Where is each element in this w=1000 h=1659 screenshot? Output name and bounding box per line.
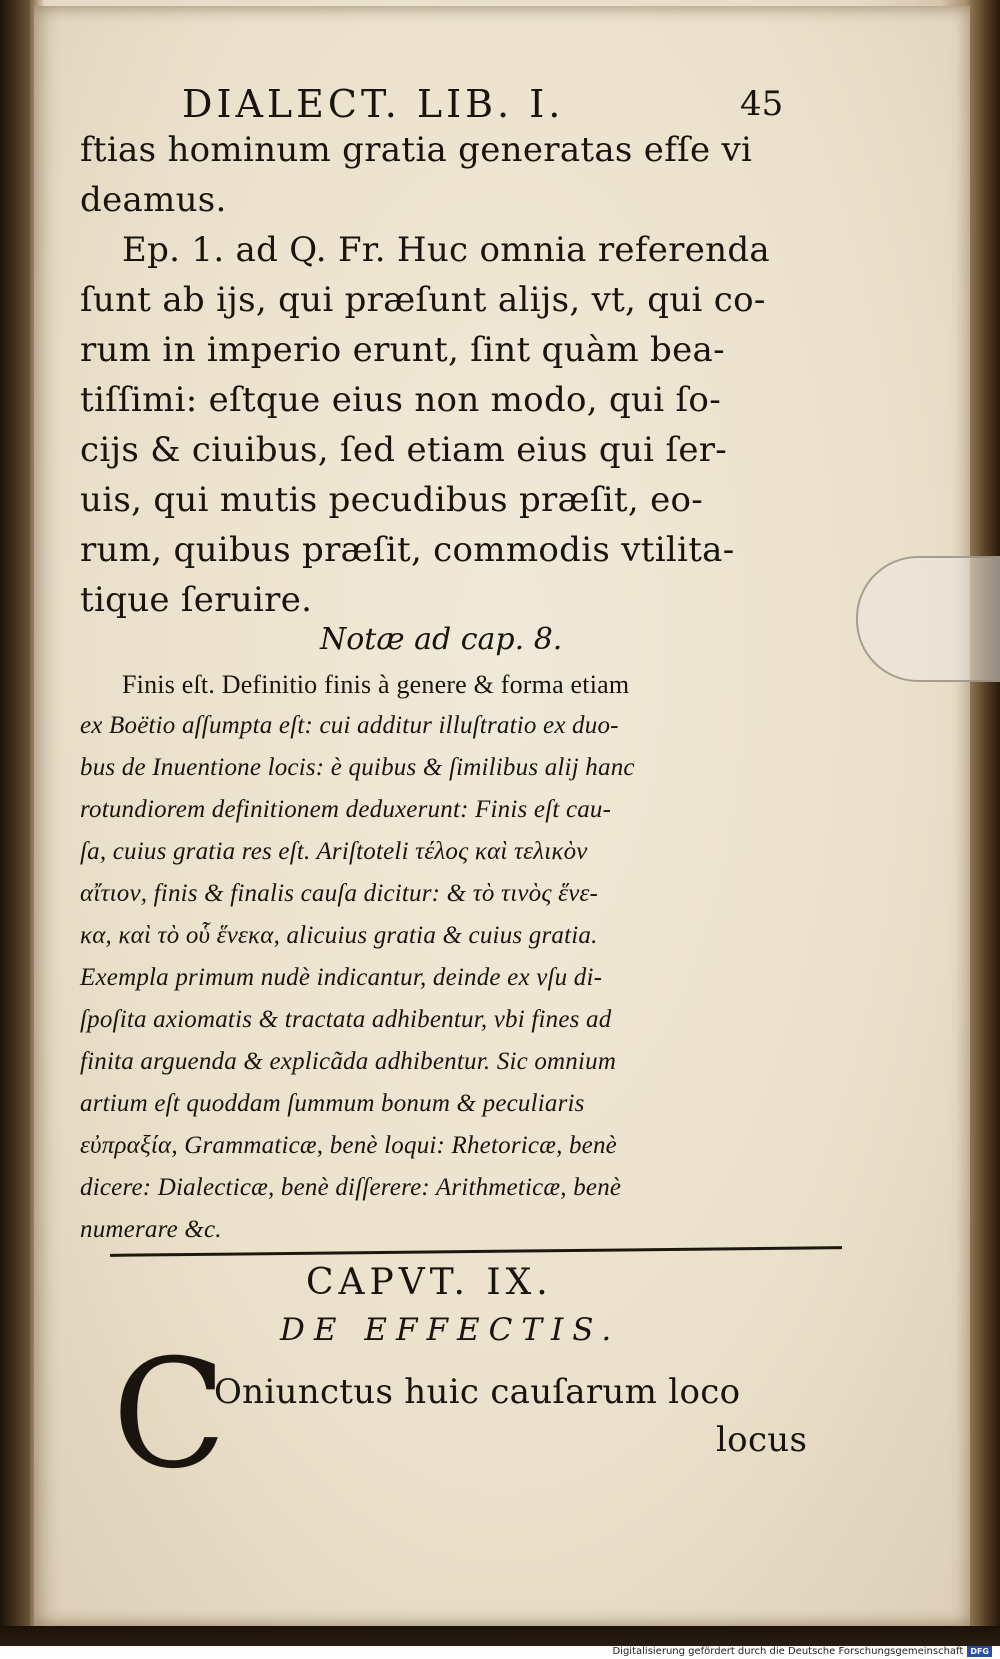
page-number: 45 <box>740 84 784 124</box>
book-spine-edge <box>0 0 30 1659</box>
chapter-subtitle: DE EFFECTIS. <box>280 1312 621 1348</box>
footer-credit <box>612 1646 992 1657</box>
paper-clip <box>856 556 1000 682</box>
dfg-logo-icon: DFG <box>967 1646 992 1657</box>
body-line: Oniunctus huic cauſarum loco <box>214 1372 741 1412</box>
notes-heading: Notæ ad cap. 8. <box>320 622 563 657</box>
body-line: ftias hominum gratia generatas efſe vi <box>80 130 753 170</box>
note-line: Exempla primum nudè indicantur, deinde ex vſu di- <box>80 964 603 991</box>
note-line: ex Boëtio aſſumpta eſt: cui additur illuſtratio ex duo- <box>80 712 619 739</box>
note-line: finita arguenda & explicãda adhibentur. Sic omnium <box>80 1048 617 1075</box>
note-line: κα, καὶ τὸ οὗ ἕνεκα, alicuius gratia & cuius gratia. <box>80 922 598 949</box>
note-line: εὐπραξία, Grammaticæ, benè loqui: Rhetoricæ, benè <box>80 1132 617 1159</box>
footer-strip <box>0 1626 1000 1659</box>
body-line: rum, quibus præſit, commodis vtilita- <box>80 530 735 570</box>
note-line: Finis eſt. Definitio finis à genere & forma etiam <box>122 670 630 699</box>
body-line: locus <box>716 1420 808 1460</box>
note-line: rotundiorem definitionem deduxerunt: Finis eſt cau- <box>80 796 612 823</box>
body-line: Ep. 1. ad Q. Fr. Huc omnia referenda <box>122 230 770 270</box>
note-line: bus de Inuentione locis: è quibus & ſimilibus alij hanc <box>80 754 635 781</box>
body-line: cijs & ciuibus, ſed etiam eius qui ſer- <box>80 430 728 470</box>
body-line: deamus. <box>80 180 227 220</box>
book-fore-edge <box>970 0 1000 1659</box>
drop-cap-initial: C <box>112 1328 227 1502</box>
note-line: numerare &c. <box>80 1216 222 1243</box>
chapter-title: CAPVT. IX. <box>306 1262 553 1303</box>
footer-credit-text: Digitalisierung gefördert durch die Deutsche Forschungsgemeinschaft <box>612 1646 964 1657</box>
body-line: ſunt ab ijs, qui præſunt alijs, vt, qui co- <box>80 280 766 320</box>
note-line: artium eſt quoddam ſummum bonum & peculiaris <box>80 1090 585 1117</box>
note-line: αἴτιον, finis & finalis cauſa dicitur: & τὸ τινὸς ἕνε- <box>80 880 599 907</box>
body-line: tique ſeruire. <box>80 580 313 620</box>
note-line: ſpoſita axiomatis & tractata adhibentur, vbi fines ad <box>80 1006 612 1033</box>
body-line: uis, qui mutis pecudibus præſit, eo- <box>80 480 704 520</box>
note-line: dicere: Dialecticæ, benè diſſerere: Arithmeticæ, benè <box>80 1174 622 1201</box>
body-line: tiſſimi: eſtque eius non modo, qui ſo- <box>80 380 721 420</box>
running-head: DIALECT. LIB. I. <box>182 82 565 126</box>
body-line: rum in imperio erunt, ſint quàm bea- <box>80 330 725 370</box>
note-line: ſa, cuius gratia res eſt. Ariſtoteli τέλος καὶ τελικὸν <box>80 838 588 865</box>
